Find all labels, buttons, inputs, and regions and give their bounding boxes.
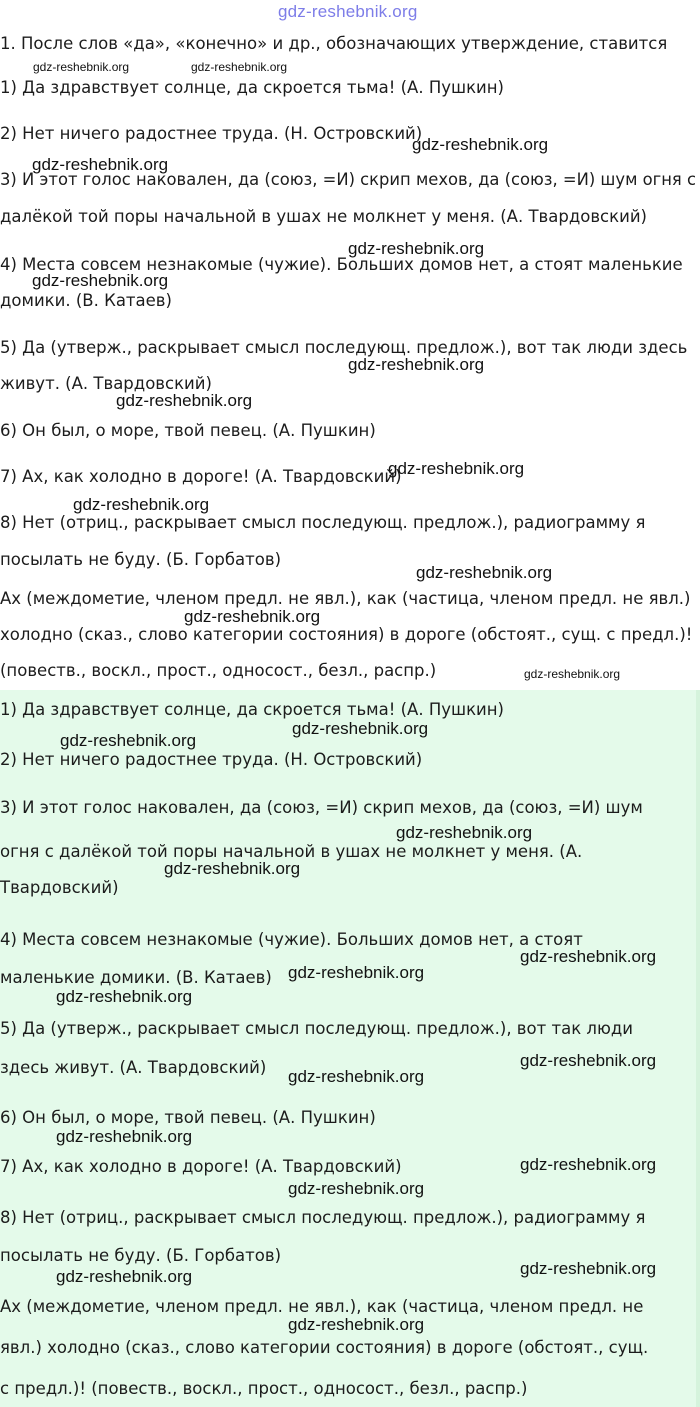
- upper-line-2: 2) Нет ничего радостнее труда. (Н. Островский): [0, 124, 423, 143]
- lower-line-parse-a: Ах (междометие, членом предл. не явл.), как (частица, членом предл. не: [0, 1297, 644, 1316]
- watermark: gdz-reshebnik.org: [288, 1179, 425, 1198]
- watermark: gdz-reshebnik.org: [524, 667, 621, 681]
- watermark: gdz-reshebnik.org: [388, 459, 525, 478]
- upper-line-5a: 5) Да (утверж., раскрывает смысл последующ. предлож.), вот так люди здесь: [0, 338, 688, 357]
- upper-line-intro: 1. После слов «да», «конечно» и др., обозначающих утверждение, ставится: [0, 34, 668, 53]
- lower-line-parse-c: с предл.)! (повеств., воскл., прост., односост., безл., распр.): [0, 1379, 528, 1398]
- upper-line-parse-a: Ах (междометие, членом предл. не явл.), как (частица, членом предл. не явл.): [0, 589, 691, 608]
- lower-line-4b: маленькие домики. (В. Катаев): [0, 968, 272, 987]
- watermark: gdz-reshebnik.org: [56, 987, 193, 1006]
- watermark: gdz-reshebnik.org: [33, 60, 130, 74]
- lower-line-5b: здесь живут. (А. Твардовский): [0, 1058, 267, 1077]
- watermark: gdz-reshebnik.org: [288, 963, 425, 982]
- lower-line-parse-b: явл.) холодно (сказ., слово категории состояния) в дороге (обстоят., сущ.: [0, 1338, 649, 1357]
- watermark: gdz-reshebnik.org: [191, 60, 288, 74]
- watermark: gdz-reshebnik.org: [348, 239, 485, 258]
- upper-line-1: 1) Да здравствует солнце, да скроется тьма! (А. Пушкин): [0, 78, 504, 97]
- upper-line-8b: посылать не буду. (Б. Горбатов): [0, 550, 282, 569]
- lower-line-6: 6) Он был, о море, твой певец. (А. Пушкин): [0, 1108, 376, 1127]
- watermark: gdz-reshebnik.org: [520, 1259, 657, 1278]
- watermark: gdz-reshebnik.org: [32, 155, 169, 174]
- upper-line-parse-c: (повеств., воскл., прост., односост., безл., распр.): [0, 661, 437, 680]
- watermark: gdz-reshebnik.org: [60, 731, 197, 750]
- upper-line-6: 6) Он был, о море, твой певец. (А. Пушкин): [0, 421, 376, 440]
- upper-line-4b: домики. (В. Катаев): [0, 291, 172, 310]
- lower-line-3b: огня с далёкой той поры начальной в ушах не молкнет у меня. (А.: [0, 842, 583, 861]
- upper-line-3a: 3) И этот голос наковален, да (союз, =И) скрип мехов, да (союз, =И) шум огня с: [0, 170, 696, 189]
- watermark: gdz-reshebnik.org: [288, 1315, 425, 1334]
- watermark: gdz-reshebnik.org: [292, 719, 429, 738]
- upper-line-4a: 4) Места совсем незнакомые (чужие). Больших домов нет, а стоят маленькие: [0, 255, 683, 274]
- upper-line-parse-b: холодно (сказ., слово категории состояния) в дороге (обстоят., сущ. с предл.)!: [0, 625, 693, 644]
- watermark: gdz-reshebnik.org: [56, 1127, 193, 1146]
- watermark: gdz-reshebnik.org: [56, 1267, 193, 1286]
- lower-line-2: 2) Нет ничего радостнее труда. (Н. Островский): [0, 750, 423, 769]
- watermark: gdz-reshebnik.org: [32, 271, 169, 290]
- watermark: gdz-reshebnik.org: [116, 391, 253, 410]
- upper-line-3b: далёкой той поры начальной в ушах не молкнет у меня. (А. Твардовский): [0, 207, 647, 226]
- watermark: gdz-reshebnik.org: [412, 135, 549, 154]
- upper-line-5b: живут. (А. Твардовский): [0, 374, 212, 393]
- watermark: gdz-reshebnik.org: [520, 1155, 657, 1174]
- lower-line-1: 1) Да здравствует солнце, да скроется тьма! (А. Пушкин): [0, 700, 504, 719]
- upper-line-7: 7) Ах, как холодно в дороге! (А. Твардовский): [0, 467, 402, 486]
- lower-line-8b: посылать не буду. (Б. Горбатов): [0, 1246, 282, 1265]
- lower-line-5a: 5) Да (утверж., раскрывает смысл последующ. предлож.), вот так люди: [0, 1019, 633, 1038]
- upper-line-8a: 8) Нет (отриц., раскрывает смысл последующ. предлож.), радиограмму я: [0, 513, 646, 532]
- lower-line-7: 7) Ах, как холодно в дороге! (А. Твардовский): [0, 1157, 402, 1176]
- lower-line-3c: Твардовский): [0, 878, 119, 897]
- watermark: gdz-reshebnik.org: [416, 563, 553, 582]
- watermark: gdz-reshebnik.org: [164, 859, 301, 878]
- watermark: gdz-reshebnik.org: [348, 355, 485, 374]
- watermark: gdz-reshebnik.org: [73, 495, 210, 514]
- watermark: gdz-reshebnik.org: [288, 1067, 425, 1086]
- watermark: gdz-reshebnik.org: [520, 1051, 657, 1070]
- watermark: gdz-reshebnik.org: [184, 607, 321, 626]
- watermark: gdz-reshebnik.org: [520, 947, 657, 966]
- lower-line-8a: 8) Нет (отриц., раскрывает смысл последующ. предлож.), радиограмму я: [0, 1208, 646, 1227]
- lower-line-3a: 3) И этот голос наковален, да (союз, =И) скрип мехов, да (союз, =И) шум: [0, 798, 643, 817]
- lower-line-4a: 4) Места совсем незнакомые (чужие). Больших домов нет, а стоят: [0, 930, 583, 949]
- site-header-watermark: gdz-reshebnik.org: [278, 2, 418, 21]
- watermark: gdz-reshebnik.org: [396, 823, 533, 842]
